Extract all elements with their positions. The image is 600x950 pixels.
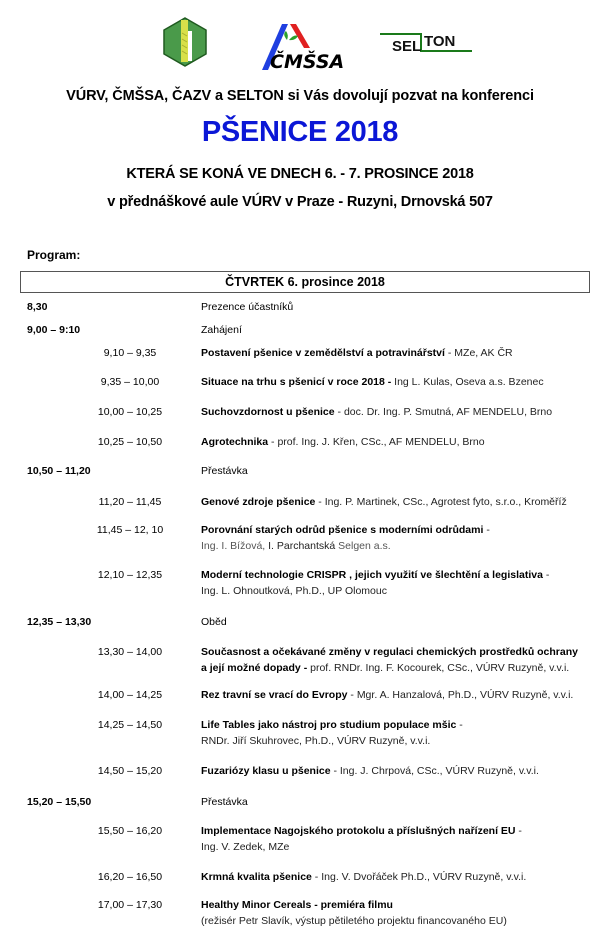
- talk-title: Healthy Minor Cereals - premiéra filmu: [201, 899, 393, 911]
- program-label: Program:: [27, 248, 81, 262]
- talk-title: Fuzariózy klasu u pšenice: [201, 765, 331, 777]
- talk-speaker: prof. RNDr. Ing. F. Kocourek, CSc., VÚRV Ruzyně, v.v.i.: [307, 662, 570, 674]
- session-label: Zahájení: [201, 324, 242, 336]
- vurv-logo-icon: [163, 17, 207, 67]
- talk-speaker: Ing. V. Zedek, MZe: [201, 841, 290, 853]
- session-time: 15,20 – 15,50: [27, 796, 92, 808]
- talk-speaker: - doc. Dr. Ing. P. Smutná, AF MENDELU, Brno: [334, 406, 553, 418]
- sponsor-logos: [0, 0, 600, 80]
- talk-title: Implementace Nagojského protokolu a příslušných nařízení EU: [201, 825, 516, 837]
- talk-speaker: Ing. L. Ohnoutková, Ph.D., UP Olomouc: [201, 585, 387, 597]
- session-label: Přestávka: [201, 796, 248, 808]
- svg-text:SEL: SEL: [392, 38, 422, 54]
- session-time: 8,30: [27, 301, 48, 313]
- talk-title: Krmná kvalita pšenice: [201, 871, 312, 883]
- talk-time: 14,50 – 15,20: [97, 765, 163, 777]
- talk-title: Rez travní se vrací do Evropy: [201, 689, 348, 701]
- session-time: 10,50 – 11,20: [27, 465, 91, 477]
- talk-note: (režisér Petr Slavík, výstup pětiletého projektu financovaného EU): [201, 915, 507, 927]
- selton-logo-icon: [380, 30, 472, 54]
- talk-time: 14,00 – 14,25: [97, 689, 163, 701]
- talk-title: Life Tables jako nástroj pro studium populace mšic: [201, 719, 457, 731]
- talk-time: 12,10 – 12,35: [97, 569, 163, 581]
- talk-title: Moderní technologie CRISPR , jejich využití ve šlechtění a legislativa: [201, 569, 543, 581]
- talk-title: Současnost a očekávané změny v regulaci chemických prostředků ochrany: [201, 646, 578, 658]
- conference-dates: KTERÁ SE KONÁ VE DNECH 6. - 7. PROSINCE 2018: [126, 166, 474, 182]
- session-label: Prezence účastníků: [201, 301, 294, 313]
- talk-title: Postavení pšenice v zemědělství a potravinářství: [201, 347, 445, 359]
- talk-title: Agrotechnika: [201, 436, 269, 448]
- talk-title: Porovnání starých odrůd pšenice s moderními odrůdami: [201, 524, 484, 536]
- talk-title-cont: a její možné dopady -: [201, 662, 308, 674]
- title-dash: -: [542, 569, 550, 581]
- talk-speaker: Ing L. Kulas, Oseva a.s. Bzenec: [391, 376, 544, 388]
- talk-speaker: I. Parchantská: [268, 540, 336, 552]
- cmssa-logo-icon: [260, 22, 344, 72]
- talk-speaker: - Ing. J. Chrpová, CSc., VÚRV Ruzyně, v.v.i.: [330, 765, 539, 777]
- talk-time: 16,20 – 16,50: [97, 871, 163, 883]
- svg-text:TON: TON: [424, 33, 456, 50]
- talk-title: Genové zdroje pšenice: [201, 496, 316, 508]
- talk-speaker: - Ing. P. Martinek, CSc., Agrotest fyto, s.r.o., Kroměříž: [315, 496, 567, 508]
- title-dash: -: [456, 719, 463, 731]
- svg-text:ČMŠSA: ČMŠSA: [270, 51, 344, 72]
- talk-time: 13,30 – 14,00: [97, 646, 163, 658]
- session-label: Přestávka: [201, 465, 248, 477]
- day-header: ČTVRTEK 6. prosince 2018: [20, 271, 590, 293]
- title-dash: -: [515, 825, 522, 837]
- talk-time: 9,10 – 9,35: [103, 347, 157, 359]
- talk-speaker: - Ing. V. Dvořáček Ph.D., VÚRV Ruzyně, v.v.i.: [311, 871, 527, 883]
- talk-time: 17,00 – 17,30: [97, 899, 163, 911]
- conference-title: PŠENICE 2018: [201, 116, 399, 148]
- talk-speaker: - Mgr. A. Hanzalová, Ph.D., VÚRV Ruzyně, v.v.i.: [347, 689, 574, 701]
- talk-time: 15,50 – 16,20: [97, 825, 163, 837]
- talk-speaker: RNDr. Jiří Skuhrovec, Ph.D., VÚRV Ruzyně, v.v.i.: [201, 735, 431, 747]
- conference-venue: v přednáškové aule VÚRV v Praze - Ruzyni, Drnovská 507: [107, 194, 493, 210]
- talk-time: 9,35 – 10,00: [100, 376, 160, 388]
- session-time: 12,35 – 13,30: [27, 616, 92, 628]
- talk-time: 14,25 – 14,50: [97, 719, 163, 731]
- talk-time: 10,25 – 10,50: [97, 436, 163, 448]
- talk-title: Situace na trhu s pšenicí v roce 2018 -: [201, 376, 392, 388]
- talk-speaker: - MZe, AK ČR: [444, 347, 513, 359]
- talk-time: 10,00 – 10,25: [97, 406, 163, 418]
- talk-time: 11,20 – 11,45: [98, 496, 162, 508]
- title-dash: -: [483, 524, 490, 536]
- talk-time: 11,45 – 12, 10: [96, 524, 164, 536]
- invitation-text: VÚRV, ČMŠSA, ČAZV a SELTON si Vás dovolují pozvat na konferenci: [66, 88, 534, 104]
- session-label: Oběd: [201, 616, 227, 628]
- talk-speaker: Ing. I. Bížová,: [201, 540, 269, 552]
- session-time: 9,00 – 9:10: [27, 324, 81, 336]
- talk-speaker: - prof. Ing. J. Křen, CSc., AF MENDELU, Brno: [268, 436, 485, 448]
- talk-organization: Selgen a.s.: [335, 540, 391, 552]
- talk-title: Suchovzdornost u pšenice: [201, 406, 335, 418]
